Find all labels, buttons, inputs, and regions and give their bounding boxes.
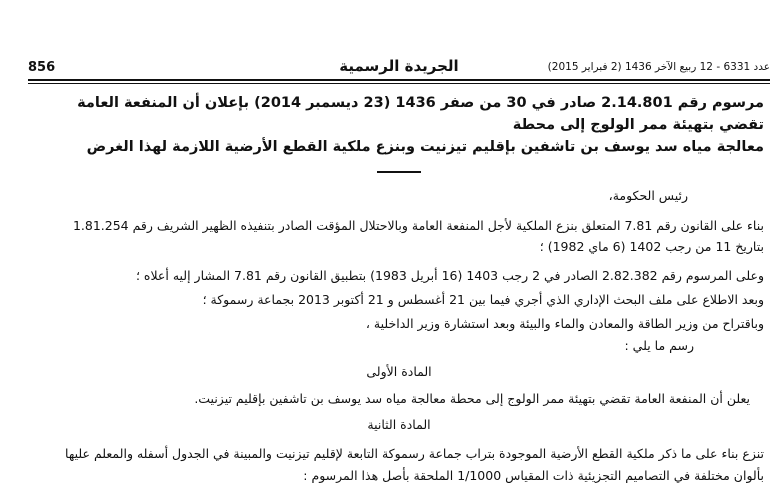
header-rule-thin — [28, 83, 770, 84]
decree-title-line-2: معالجة مياه سد يوسف بن تاشفين بإقليم تيزنيت وبنزع ملكية القطع الأرضية اللازمة لهذا الغرض — [86, 139, 764, 155]
page-number: 856 — [28, 60, 56, 75]
article-1-heading: المادة الأولى — [366, 364, 432, 379]
page-header — [28, 57, 770, 78]
article-2-line-2: بألوان مختلفة في التصاميم التجزيئية ذات المقياس 1/1000 الملحقة بأصل هذا المرسوم : — [303, 468, 764, 483]
preamble-p1-line-1: بناء على القانون رقم 7.81 المتعلق بنزع الملكية لأجل المنفعة العامة وبالاحتلال المؤقت الصادر بتنفيذه الظهير الشريف رقم 1.81.254 — [72, 218, 764, 233]
article-2-heading: المادة الثانية — [367, 417, 431, 432]
preamble-p3: وبعد الاطلاع على ملف البحث الإداري الذي أجري فيما بين 21 أغسطس و 21 أكتوبر 2013 بجماعة رسموكة ؛ — [202, 292, 764, 307]
preamble-head: رئيس الحكومة، — [608, 188, 688, 203]
article-2-line-1: تنزع بناء على ما ذكر ملكية القطع الأرضية الموجودة بتراب جماعة رسموكة التابعة لإقليم تيزنيت والمبينة في الجدول أسفله والمعلم عليها — [65, 446, 764, 461]
article-1-text: يعلن أن المنفعة العامة تقضي بتهيئة ممر الولوج إلى محطة معالجة مياه سد يوسف بن تاشفين بإقليم تيزنيت. — [194, 391, 750, 406]
document-body — [34, 92, 764, 486]
preamble-p4: وباقتراح من وزير الطاقة والمعادن والماء والبيئة وبعد استشارة وزير الداخلية ، — [365, 316, 764, 331]
preamble-p5: رسم ما يلي : — [624, 338, 694, 353]
issue-info: عدد 6331 - 12 ربيع الآخر 1436 (2 فبراير 2015) — [547, 61, 770, 73]
preamble-p1-line-2: بتاريخ 11 من رجب 1402 (6 ماي 1982) ؛ — [539, 239, 764, 254]
preamble-p2: وعلى المرسوم رقم 2.82.382 الصادر في 2 رجب 1403 (16 أبريل 1983) بتطبيق القانون رقم 7.81 المشار إليه أعلاه ؛ — [135, 268, 764, 283]
header-rule — [28, 79, 770, 81]
title-separator — [377, 171, 421, 173]
decree-title-line-1: مرسوم رقم 2.14.801 صادر في 30 من صفر 1436 (23 ديسمبر 2014) بإعلان أن المنفعة العامة تقضي بتهيئة ممر الولوج إلى محطة — [77, 95, 764, 133]
journal-title: الجريدة الرسمية — [339, 57, 459, 75]
